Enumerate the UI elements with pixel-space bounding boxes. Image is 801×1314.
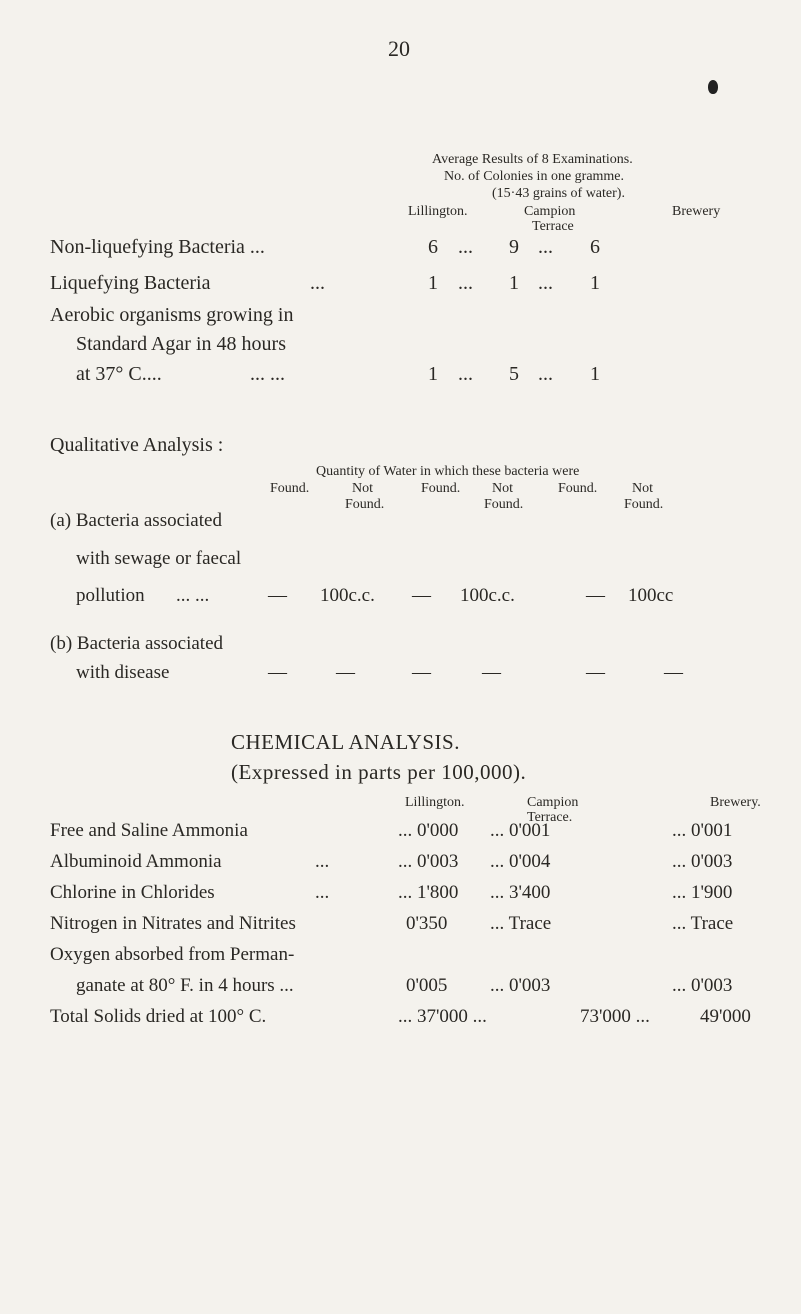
value-campion: 5 bbox=[509, 363, 519, 385]
dots: ... bbox=[538, 236, 553, 258]
value-lillington: ... 0'000 bbox=[398, 820, 459, 841]
bacteria-header-line1: Average Results of 8 Examinations. bbox=[432, 152, 633, 167]
cell: 100cc bbox=[628, 585, 674, 606]
cell: — bbox=[586, 662, 605, 683]
row-label-line3: at 37° C.... bbox=[76, 363, 162, 385]
value-brewery: 1 bbox=[590, 363, 600, 385]
bacteria-header-line3: (15·43 grains of water). bbox=[492, 186, 625, 201]
row-label: Non-liquefying Bacteria ... bbox=[50, 236, 265, 258]
dots: ... bbox=[538, 272, 553, 294]
dots: ... bbox=[538, 363, 553, 385]
col-header: Found. bbox=[270, 481, 310, 496]
value-brewery: 49'000 bbox=[700, 1006, 751, 1027]
cell: — bbox=[586, 585, 605, 606]
row-label: Chlorine in Chlorides bbox=[50, 882, 215, 903]
row-label-line2: ganate at 80° F. in 4 hours ... bbox=[76, 975, 294, 996]
value-campion: 9 bbox=[509, 236, 519, 258]
row-label-line1: (b) Bacteria associated bbox=[50, 633, 224, 654]
col-header-brewery: Brewery bbox=[672, 204, 721, 219]
value-campion: ... Trace bbox=[490, 913, 552, 934]
row-label: Free and Saline Ammonia bbox=[50, 820, 248, 841]
cell: — bbox=[412, 585, 431, 606]
section-title: Qualitative Analysis : bbox=[50, 434, 224, 456]
dots: ... bbox=[315, 851, 330, 872]
page-number: 20 bbox=[388, 36, 410, 61]
bacteria-header-line2: No. of Colonies in one gramme. bbox=[444, 169, 625, 184]
ink-blot bbox=[708, 80, 718, 94]
section-subtitle: (Expressed in parts per 100,000). bbox=[231, 760, 527, 784]
row-label-line1: (a) Bacteria associated bbox=[50, 510, 222, 531]
dots: ... bbox=[458, 236, 473, 258]
qualitative-subheader: Quantity of Water in which these bacteria were bbox=[316, 464, 580, 479]
row-label-line3: pollution bbox=[76, 585, 145, 606]
col-header-terrace: Terrace. bbox=[527, 810, 573, 825]
col-header: Found. bbox=[421, 481, 461, 496]
col-header-lillington: Lillington. bbox=[408, 204, 468, 219]
value-lillington: 1 bbox=[428, 363, 438, 385]
value-brewery: ... 1'900 bbox=[672, 882, 733, 903]
row-label: Albuminoid Ammonia bbox=[50, 851, 222, 872]
row-label: Total Solids dried at 100° C. bbox=[50, 1006, 267, 1027]
dots: ... bbox=[458, 272, 473, 294]
col-header-lillington: Lillington. bbox=[405, 795, 465, 810]
col-header-terrace: Terrace bbox=[532, 219, 574, 234]
col-header: Not bbox=[352, 481, 373, 496]
cell: — bbox=[268, 662, 287, 683]
row-label-line2: with sewage or faecal bbox=[76, 548, 242, 569]
value-campion: ... 0'004 bbox=[490, 851, 551, 872]
cell: — bbox=[664, 662, 683, 683]
col-header-campion: Campion bbox=[524, 204, 576, 219]
row-label-line1: Aerobic organisms growing in bbox=[50, 304, 294, 326]
cell: 100c.c. bbox=[460, 585, 515, 606]
col-header: Found. bbox=[345, 497, 385, 512]
value-brewery: ... Trace bbox=[672, 913, 734, 934]
value-brewery: ... 0'003 bbox=[672, 851, 733, 872]
value-lillington: ... 0'003 bbox=[398, 851, 459, 872]
row-label-line1: Oxygen absorbed from Perman- bbox=[50, 944, 295, 965]
row-label: Liquefying Bacteria bbox=[50, 272, 211, 294]
value-lillington: 1 bbox=[428, 272, 438, 294]
row-label: Nitrogen in Nitrates and Nitrites bbox=[50, 913, 296, 934]
cell: — bbox=[482, 662, 501, 683]
value-lillington: 0'350 bbox=[406, 913, 448, 934]
value-campion: ... 0'003 bbox=[490, 975, 551, 996]
dots: ... ... bbox=[176, 585, 210, 606]
col-header: Found. bbox=[484, 497, 524, 512]
col-header: Not bbox=[492, 481, 513, 496]
row-label-line2: Standard Agar in 48 hours bbox=[76, 333, 286, 355]
value-campion: ... 0'001 bbox=[490, 820, 551, 841]
dots: ... ... bbox=[250, 363, 285, 385]
col-header-campion: Campion bbox=[527, 795, 579, 810]
value-lillington: 6 bbox=[428, 236, 438, 258]
col-header: Not bbox=[632, 481, 653, 496]
value-campion: 73'000 ... bbox=[580, 1006, 650, 1027]
cell: — bbox=[336, 662, 355, 683]
section-title: CHEMICAL ANALYSIS. bbox=[231, 730, 460, 754]
dots: ... bbox=[458, 363, 473, 385]
col-header-brewery: Brewery. bbox=[710, 795, 761, 810]
col-header: Found. bbox=[624, 497, 664, 512]
value-lillington: ... 1'800 bbox=[398, 882, 459, 903]
value-brewery: 6 bbox=[590, 236, 600, 258]
row-label-line2: with disease bbox=[76, 662, 170, 683]
value-lillington: ... 37'000 ... bbox=[398, 1006, 487, 1027]
cell: — bbox=[412, 662, 431, 683]
col-header: Found. bbox=[558, 481, 598, 496]
value-brewery: ... 0'001 bbox=[672, 820, 733, 841]
value-campion: 1 bbox=[509, 272, 519, 294]
cell: — bbox=[268, 585, 287, 606]
value-campion: ... 3'400 bbox=[490, 882, 551, 903]
dots: ... bbox=[310, 272, 325, 294]
value-brewery: ... 0'003 bbox=[672, 975, 733, 996]
value-lillington: 0'005 bbox=[406, 975, 448, 996]
cell: 100c.c. bbox=[320, 585, 375, 606]
value-brewery: 1 bbox=[590, 272, 600, 294]
dots: ... bbox=[315, 882, 330, 903]
